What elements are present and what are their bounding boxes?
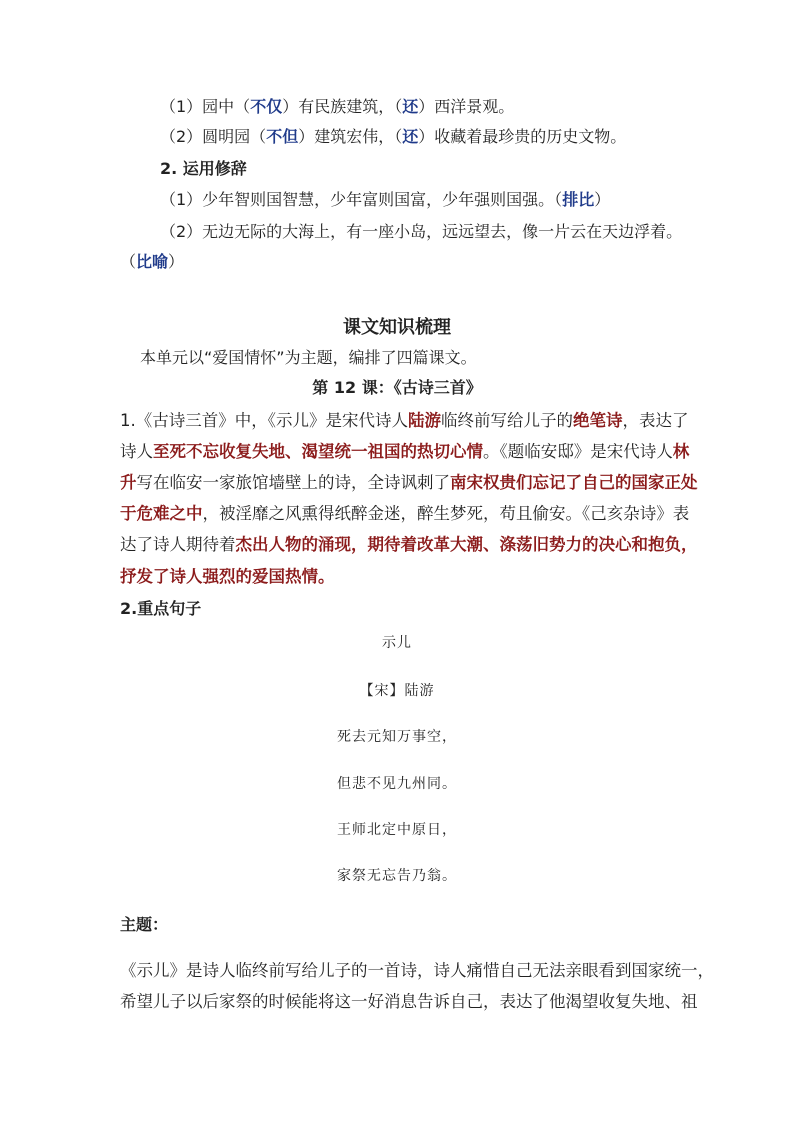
paragraph-line — [120, 441, 689, 463]
emphasis-text: 林 — [672, 442, 690, 461]
paragraph-line — [120, 410, 689, 432]
poem-title: 示儿 — [382, 635, 412, 651]
paragraph-line — [120, 534, 698, 556]
text-span: 写在临安一家旅馆墙壁上的诗，全诗讽刺了 — [136, 473, 450, 492]
emphasis-text: 升 — [120, 473, 137, 492]
section-heading-rhetoric: 2. 运用修辞 — [160, 159, 247, 178]
text-span: （2）圆明园（ — [160, 127, 267, 146]
page-title: 课文知识梳理 — [343, 317, 451, 338]
lesson-heading: 第 12 课：《古诗三首》 — [312, 378, 482, 397]
answer-highlight: 不仅 — [250, 97, 283, 116]
emphasis-text: 至死不忘收复失地、渴望统一祖国的热切心情 — [153, 442, 483, 461]
poem-line: 王师北定中原日， — [337, 822, 457, 838]
text-span: （1）少年智则国智慧，少年富则国富，少年强则国强。（ — [160, 190, 563, 209]
example-line-1 — [160, 96, 514, 118]
text-span: ）建筑宏伟，（ — [298, 127, 403, 146]
intro-text: 本单元以“爱国情怀”为主题，编排了四篇课文。 — [140, 348, 477, 367]
answer-highlight: 还 — [402, 127, 419, 146]
emphasis-text: 杰出人物的涌现，期待着改革大潮、涤荡旧势力的决心和抱负， — [235, 535, 698, 554]
key-sentences-heading: 2.重点句子 — [120, 599, 202, 618]
text-span: （1）园中（ — [160, 97, 251, 116]
text-span: 达了诗人期待着 — [120, 535, 236, 554]
example-line-5 — [120, 251, 184, 273]
theme-line: 希望儿子以后家祭的时候能将这一好消息告诉自己，表达了他渴望收复失地、祖 — [120, 992, 698, 1011]
answer-highlight: 不但 — [266, 127, 299, 146]
text-span: 。《题临安邸》是宋代诗人 — [483, 442, 673, 461]
answer-highlight: 还 — [402, 97, 419, 116]
theme-heading: 主题： — [120, 915, 169, 934]
text-span: （ — [120, 252, 137, 271]
poem-line: 死去元知万事空， — [337, 729, 457, 745]
text-span: ）有民族建筑，（ — [282, 97, 403, 116]
text-span: 1.《古诗三首》中，《示儿》是宋代诗人 — [120, 411, 408, 430]
paragraph-line — [120, 472, 698, 494]
poem-line: 但悲不见九州同。 — [337, 776, 457, 792]
text-span: 诗人 — [120, 442, 153, 461]
text-span: ） — [168, 252, 185, 271]
text-span: ）西洋景观。 — [418, 97, 515, 116]
poem-author: 【宋】陆游 — [359, 683, 435, 699]
text-span: ）收藏着最珍贵的历史文物。 — [418, 127, 627, 146]
text-span: 临终前写给儿子的 — [441, 411, 573, 430]
emphasis-text: 于危难之中 — [120, 504, 203, 523]
text-span: ，表达了 — [622, 411, 689, 430]
answer-highlight: 排比 — [562, 190, 595, 209]
text-span: ） — [594, 190, 611, 209]
emphasis-text: 陆游 — [408, 411, 441, 430]
paragraph-line — [120, 503, 689, 525]
example-line-2 — [160, 126, 626, 148]
answer-highlight: 比喻 — [136, 252, 169, 271]
paragraph-line — [120, 566, 335, 588]
emphasis-text: 绝笔诗 — [573, 411, 623, 430]
theme-line: 《示儿》是诗人临终前写给儿子的一首诗，诗人痛惜自己无法亲眼看到国家统一， — [120, 961, 714, 980]
poem-line: 家祭无忘告乃翁。 — [337, 868, 457, 884]
emphasis-text: 抒发了诗人强烈的爱国热情。 — [120, 567, 335, 586]
example-line-4: （2）无边无际的大海上，有一座小岛，远远望去，像一片云在天边浮着。 — [160, 222, 683, 241]
emphasis-text: 南宋权贵们忘记了自己的国家正处 — [450, 473, 698, 492]
text-span: ，被淫靡之风熏得纸醉金迷，醉生梦死，苟且偷安。《己亥杂诗》表 — [202, 504, 690, 523]
example-line-3 — [160, 189, 610, 211]
